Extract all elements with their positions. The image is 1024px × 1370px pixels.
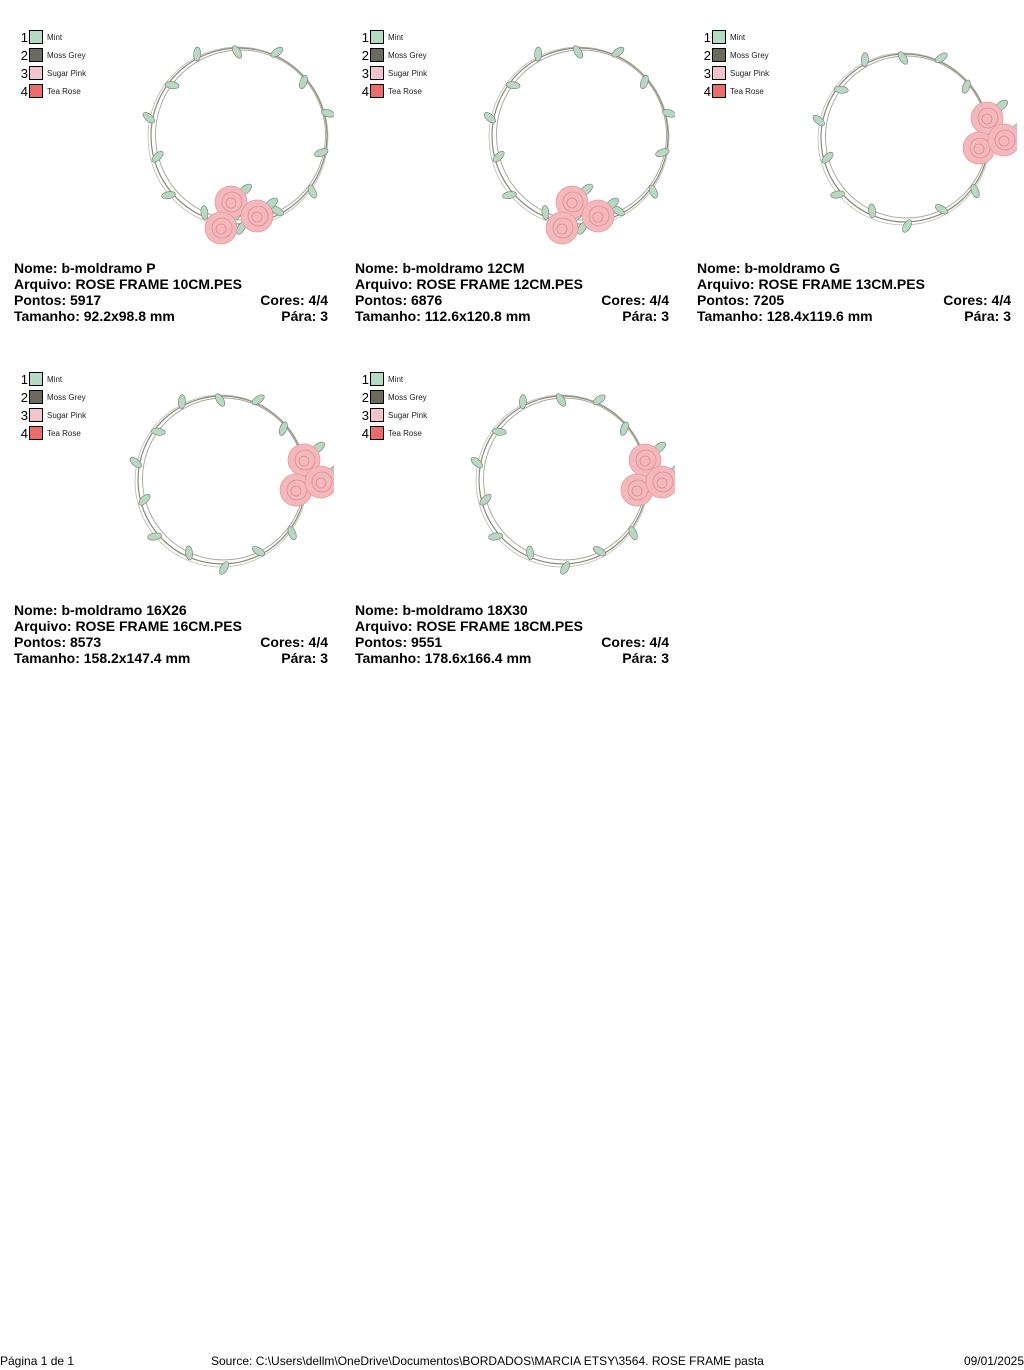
file-name: Arquivo: ROSE FRAME 10CM.PES bbox=[14, 276, 242, 292]
legend-number: 1 bbox=[20, 371, 28, 387]
color-swatch bbox=[29, 30, 43, 44]
legend-name: Mint bbox=[388, 32, 404, 42]
leaf bbox=[639, 74, 650, 90]
color-swatch bbox=[370, 48, 384, 62]
design-name: Nome: b-moldramo 18X30 bbox=[355, 602, 528, 618]
design-info bbox=[355, 602, 669, 666]
legend-number: 2 bbox=[703, 47, 711, 63]
leaf bbox=[185, 546, 193, 561]
legend-name: Sugar Pink bbox=[47, 410, 87, 420]
stop-count: Pára: 3 bbox=[622, 650, 669, 666]
legend-number: 2 bbox=[361, 47, 369, 63]
color-swatch bbox=[29, 84, 43, 98]
file-name: Arquivo: ROSE FRAME 16CM.PES bbox=[14, 618, 242, 634]
legend-name: Sugar Pink bbox=[730, 68, 770, 78]
leaf bbox=[830, 190, 845, 199]
legend-name: Moss Grey bbox=[388, 392, 427, 402]
embroidery-preview bbox=[797, 28, 1017, 258]
legend-item bbox=[20, 28, 86, 46]
design-name: Nome: b-moldramo G bbox=[697, 260, 841, 276]
color-swatch bbox=[370, 30, 384, 44]
color-legend bbox=[20, 28, 86, 100]
color-swatch bbox=[29, 408, 43, 422]
leaf bbox=[200, 205, 208, 220]
legend-item bbox=[703, 46, 769, 64]
embroidery-preview bbox=[114, 370, 334, 600]
design-name: Nome: b-moldramo 12CM bbox=[355, 260, 525, 276]
legend-number: 1 bbox=[20, 29, 28, 45]
legend-number: 1 bbox=[703, 29, 711, 45]
legend-name: Mint bbox=[388, 374, 404, 384]
legend-item bbox=[361, 46, 427, 64]
color-swatch bbox=[370, 66, 384, 80]
legend-number: 4 bbox=[20, 425, 28, 441]
color-count: Cores: 4/4 bbox=[601, 292, 669, 308]
legend-item bbox=[361, 64, 427, 82]
design-size: Tamanho: 92.2x98.8 mm bbox=[14, 308, 175, 324]
file-name: Arquivo: ROSE FRAME 18CM.PES bbox=[355, 618, 583, 634]
legend-item bbox=[20, 424, 86, 442]
leaf bbox=[868, 204, 876, 219]
leaf bbox=[834, 85, 849, 94]
legend-item bbox=[361, 406, 427, 424]
legend-number: 4 bbox=[361, 83, 369, 99]
color-swatch bbox=[370, 426, 384, 440]
embroidery-preview bbox=[114, 28, 334, 258]
leaf bbox=[896, 50, 909, 66]
rose bbox=[546, 212, 578, 244]
leaf bbox=[278, 421, 289, 437]
legend-number: 3 bbox=[20, 407, 28, 423]
design-info bbox=[697, 260, 1011, 324]
color-swatch bbox=[29, 372, 43, 386]
design-size: Tamanho: 178.6x166.4 mm bbox=[355, 650, 532, 666]
leaf bbox=[213, 392, 226, 408]
legend-name: Moss Grey bbox=[388, 50, 427, 60]
leaf bbox=[554, 392, 567, 408]
leaf bbox=[298, 74, 309, 90]
legend-item bbox=[20, 406, 86, 424]
rose bbox=[582, 200, 614, 232]
color-swatch bbox=[370, 408, 384, 422]
design-size: Tamanho: 158.2x147.4 mm bbox=[14, 650, 191, 666]
color-swatch bbox=[29, 66, 43, 80]
design-name: Nome: b-moldramo P bbox=[14, 260, 156, 276]
legend-item bbox=[20, 46, 86, 64]
leaf bbox=[861, 53, 869, 67]
design-card bbox=[355, 28, 669, 338]
color-swatch bbox=[370, 84, 384, 98]
legend-item bbox=[361, 28, 427, 46]
legend-number: 2 bbox=[20, 389, 28, 405]
rose bbox=[646, 466, 675, 498]
design-info bbox=[14, 260, 328, 324]
leaf bbox=[230, 44, 243, 60]
leaf bbox=[193, 47, 201, 61]
legend-name: Sugar Pink bbox=[47, 68, 87, 78]
color-count: Cores: 4/4 bbox=[260, 634, 328, 650]
stitch-count: Pontos: 8573 bbox=[14, 634, 102, 650]
leaf bbox=[559, 560, 572, 576]
file-name: Arquivo: ROSE FRAME 13CM.PES bbox=[697, 276, 925, 292]
vine-ring bbox=[484, 398, 646, 560]
legend-item bbox=[20, 370, 86, 388]
legend-number: 2 bbox=[20, 47, 28, 63]
color-count: Cores: 4/4 bbox=[943, 292, 1011, 308]
stitch-count: Pontos: 6876 bbox=[355, 292, 443, 308]
rose bbox=[241, 200, 273, 232]
source-path: Source: C:\Users\dellm\OneDrive\Documentos\BORDADOS\MARCIA ETSY\3564. ROSE FRAME pasta bbox=[211, 1354, 764, 1368]
design-card bbox=[14, 370, 328, 680]
design-card bbox=[14, 28, 328, 338]
rose bbox=[305, 466, 334, 498]
design-size: Tamanho: 128.4x119.6 mm bbox=[697, 308, 873, 324]
leaf bbox=[655, 147, 671, 158]
print-date: 09/01/2025 bbox=[963, 1354, 1024, 1368]
legend-name: Mint bbox=[47, 32, 63, 42]
color-legend bbox=[361, 370, 427, 442]
color-swatch bbox=[712, 84, 726, 98]
legend-item bbox=[361, 388, 427, 406]
leaf bbox=[619, 421, 630, 437]
legend-name: Tea Rose bbox=[47, 86, 81, 96]
color-swatch bbox=[370, 372, 384, 386]
color-swatch bbox=[29, 48, 43, 62]
vine-ring bbox=[826, 56, 988, 218]
stitch-count: Pontos: 5917 bbox=[14, 292, 102, 308]
leaf bbox=[502, 190, 517, 199]
legend-name: Sugar Pink bbox=[388, 68, 428, 78]
legend-item bbox=[361, 424, 427, 442]
leaf bbox=[519, 395, 527, 409]
stitch-count: Pontos: 7205 bbox=[697, 292, 785, 308]
rose bbox=[205, 212, 237, 244]
legend-number: 3 bbox=[361, 407, 369, 423]
design-size: Tamanho: 112.6x120.8 mm bbox=[355, 308, 531, 324]
stop-count: Pára: 3 bbox=[622, 308, 669, 324]
legend-number: 3 bbox=[703, 65, 711, 81]
leaf bbox=[218, 560, 231, 576]
leaf bbox=[571, 44, 584, 60]
color-count: Cores: 4/4 bbox=[260, 292, 328, 308]
legend-name: Sugar Pink bbox=[388, 410, 428, 420]
color-swatch bbox=[370, 390, 384, 404]
embroidery-preview bbox=[455, 28, 675, 258]
leaf bbox=[165, 81, 180, 90]
vine-ring bbox=[143, 398, 305, 560]
legend-name: Mint bbox=[730, 32, 746, 42]
leaf bbox=[526, 546, 534, 561]
legend-number: 4 bbox=[361, 425, 369, 441]
color-swatch bbox=[712, 30, 726, 44]
design-info bbox=[355, 260, 669, 324]
legend-name: Moss Grey bbox=[47, 50, 86, 60]
legend-number: 1 bbox=[361, 29, 369, 45]
color-legend bbox=[703, 28, 769, 100]
embroidery-preview bbox=[455, 370, 675, 600]
color-legend bbox=[361, 28, 427, 100]
legend-name: Tea Rose bbox=[388, 86, 422, 96]
legend-number: 4 bbox=[703, 83, 711, 99]
color-swatch bbox=[712, 48, 726, 62]
legend-name: Mint bbox=[47, 374, 63, 384]
stop-count: Pára: 3 bbox=[964, 308, 1011, 324]
stop-count: Pára: 3 bbox=[281, 308, 328, 324]
legend-item bbox=[703, 64, 769, 82]
page-number: Página 1 de 1 bbox=[0, 1354, 75, 1368]
legend-name: Moss Grey bbox=[730, 50, 769, 60]
leaf bbox=[901, 218, 914, 234]
leaf bbox=[147, 532, 162, 541]
legend-name: Tea Rose bbox=[388, 428, 422, 438]
design-card bbox=[355, 370, 669, 680]
design-card bbox=[697, 28, 1011, 338]
leaf bbox=[506, 81, 521, 90]
legend-item bbox=[361, 82, 427, 100]
file-name: Arquivo: ROSE FRAME 12CM.PES bbox=[355, 276, 583, 292]
legend-item bbox=[20, 82, 86, 100]
legend-name: Tea Rose bbox=[730, 86, 764, 96]
legend-item bbox=[20, 388, 86, 406]
legend-number: 4 bbox=[20, 83, 28, 99]
design-name: Nome: b-moldramo 16X26 bbox=[14, 602, 187, 618]
legend-item bbox=[361, 370, 427, 388]
legend-name: Tea Rose bbox=[47, 428, 81, 438]
legend-number: 3 bbox=[20, 65, 28, 81]
legend-number: 2 bbox=[361, 389, 369, 405]
leaf bbox=[488, 532, 503, 541]
leaf bbox=[492, 427, 507, 436]
stitch-count: Pontos: 9551 bbox=[355, 634, 443, 650]
leaf bbox=[541, 205, 549, 220]
color-swatch bbox=[712, 66, 726, 80]
color-legend bbox=[20, 370, 86, 442]
rose bbox=[988, 124, 1017, 156]
legend-name: Moss Grey bbox=[47, 392, 86, 402]
color-swatch bbox=[29, 426, 43, 440]
design-info bbox=[14, 602, 328, 666]
leaf bbox=[314, 147, 330, 158]
leaf bbox=[151, 427, 166, 436]
color-count: Cores: 4/4 bbox=[601, 634, 669, 650]
leaf bbox=[161, 190, 176, 199]
legend-number: 1 bbox=[361, 371, 369, 387]
legend-item bbox=[20, 64, 86, 82]
legend-number: 3 bbox=[361, 65, 369, 81]
leaf bbox=[961, 79, 972, 95]
stop-count: Pára: 3 bbox=[281, 650, 328, 666]
color-swatch bbox=[29, 390, 43, 404]
legend-item bbox=[703, 28, 769, 46]
legend-item bbox=[703, 82, 769, 100]
leaf bbox=[534, 47, 542, 61]
leaf bbox=[178, 395, 186, 409]
